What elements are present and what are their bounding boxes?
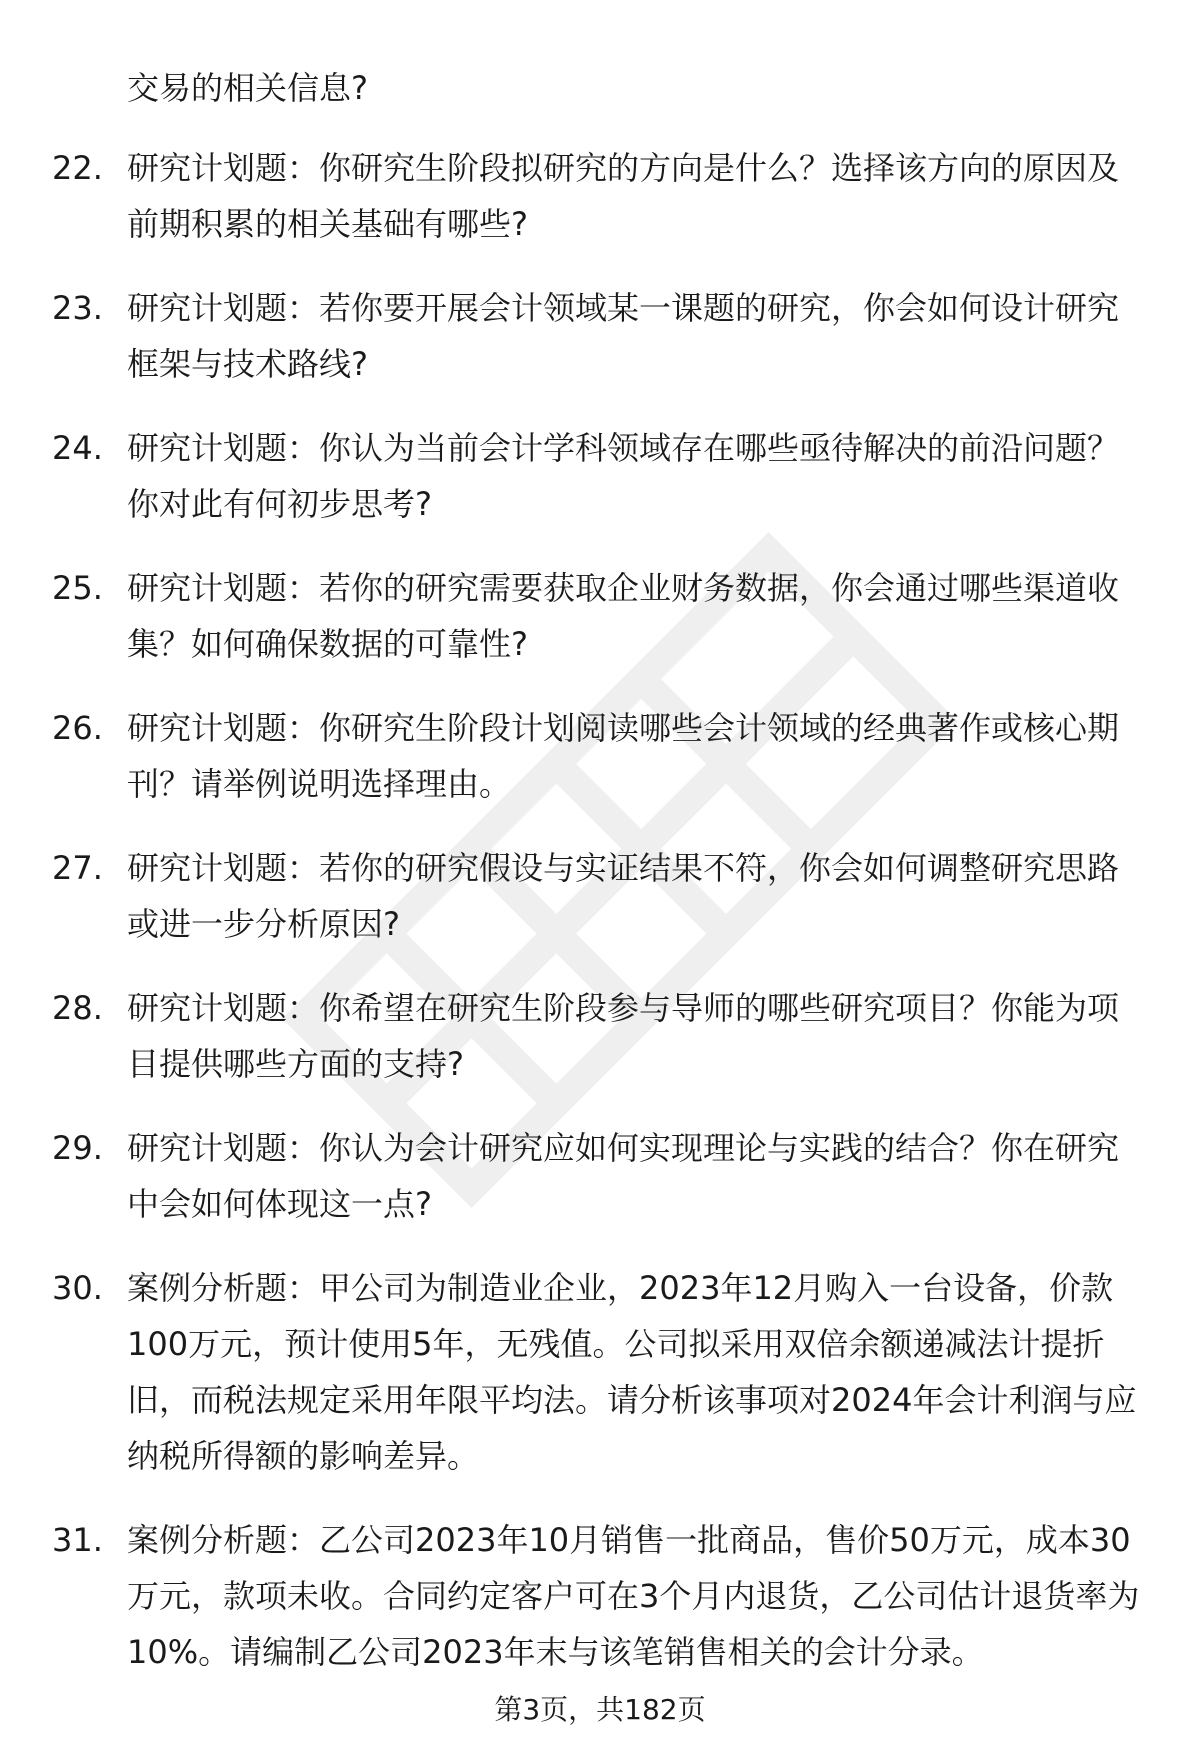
question-item [0, 420, 1200, 532]
question-number: 26. [52, 709, 103, 747]
question-number: 23. [52, 289, 103, 327]
question-number: 27. [52, 849, 103, 887]
question-text: 研究计划题：若你的研究需要获取企业财务数据，你会通过哪些渠道收集？如何确保数据的可靠性? [127, 569, 1120, 663]
question-item [0, 700, 1200, 812]
question-number: 30. [52, 1269, 103, 1307]
question-text: 研究计划题：你研究生阶段计划阅读哪些会计领域的经典著作或核心期刊？请举例说明选择理由。 [127, 709, 1120, 803]
page-number-footer: 第3页，共182页 [494, 1693, 706, 1726]
question-item [0, 1120, 1200, 1232]
question-number: 31. [52, 1521, 103, 1559]
question-text: 研究计划题：你研究生阶段拟研究的方向是什么？选择该方向的原因及前期积累的相关基础有哪些? [127, 149, 1120, 243]
question-text: 研究计划题：你认为会计研究应如何实现理论与实践的结合？你在研究中会如何体现这一点? [127, 1129, 1120, 1223]
question-item [0, 140, 1200, 252]
question-text: 案例分析题：乙公司2023年10月销售一批商品，售价50万元，成本30万元，款项未收。合同约定客户可在3个月内退货，乙公司估计退货率为10%。请编制乙公司2023年末与该笔销售相关的会计分录。 [127, 1521, 1140, 1671]
question-text: 案例分析题：甲公司为制造业企业，2023年12月购入一台设备，价款100万元，预计使用5年，无残值。公司拟采用双倍余额递减法计提折旧，而税法规定采用年限平均法。请分析该事项对2024年会计利润与应纳税所得额的影响差异。 [127, 1269, 1137, 1475]
question-item [0, 840, 1200, 952]
question-number: 24. [52, 429, 103, 467]
question-number: 29. [52, 1129, 103, 1167]
question-item [0, 1512, 1200, 1680]
question-item [0, 980, 1200, 1092]
question-item [0, 280, 1200, 392]
question-text: 研究计划题：若你的研究假设与实证结果不符，你会如何调整研究思路或进一步分析原因? [127, 849, 1120, 943]
question-number: 25. [52, 569, 103, 607]
continued-question-text: 交易的相关信息? [127, 69, 368, 107]
question-number: 22. [52, 149, 103, 187]
question-text: 研究计划题：若你要开展会计领域某一课题的研究，你会如何设计研究框架与技术路线? [127, 289, 1120, 383]
question-item [0, 1260, 1200, 1484]
question-item [0, 560, 1200, 672]
question-text: 研究计划题：你希望在研究生阶段参与导师的哪些研究项目？你能为项目提供哪些方面的支持? [127, 989, 1120, 1083]
question-list [0, 140, 1200, 1708]
question-number: 28. [52, 989, 103, 1027]
question-text: 研究计划题：你认为当前会计学科领域存在哪些亟待解决的前沿问题？你对此有何初步思考? [127, 429, 1120, 523]
